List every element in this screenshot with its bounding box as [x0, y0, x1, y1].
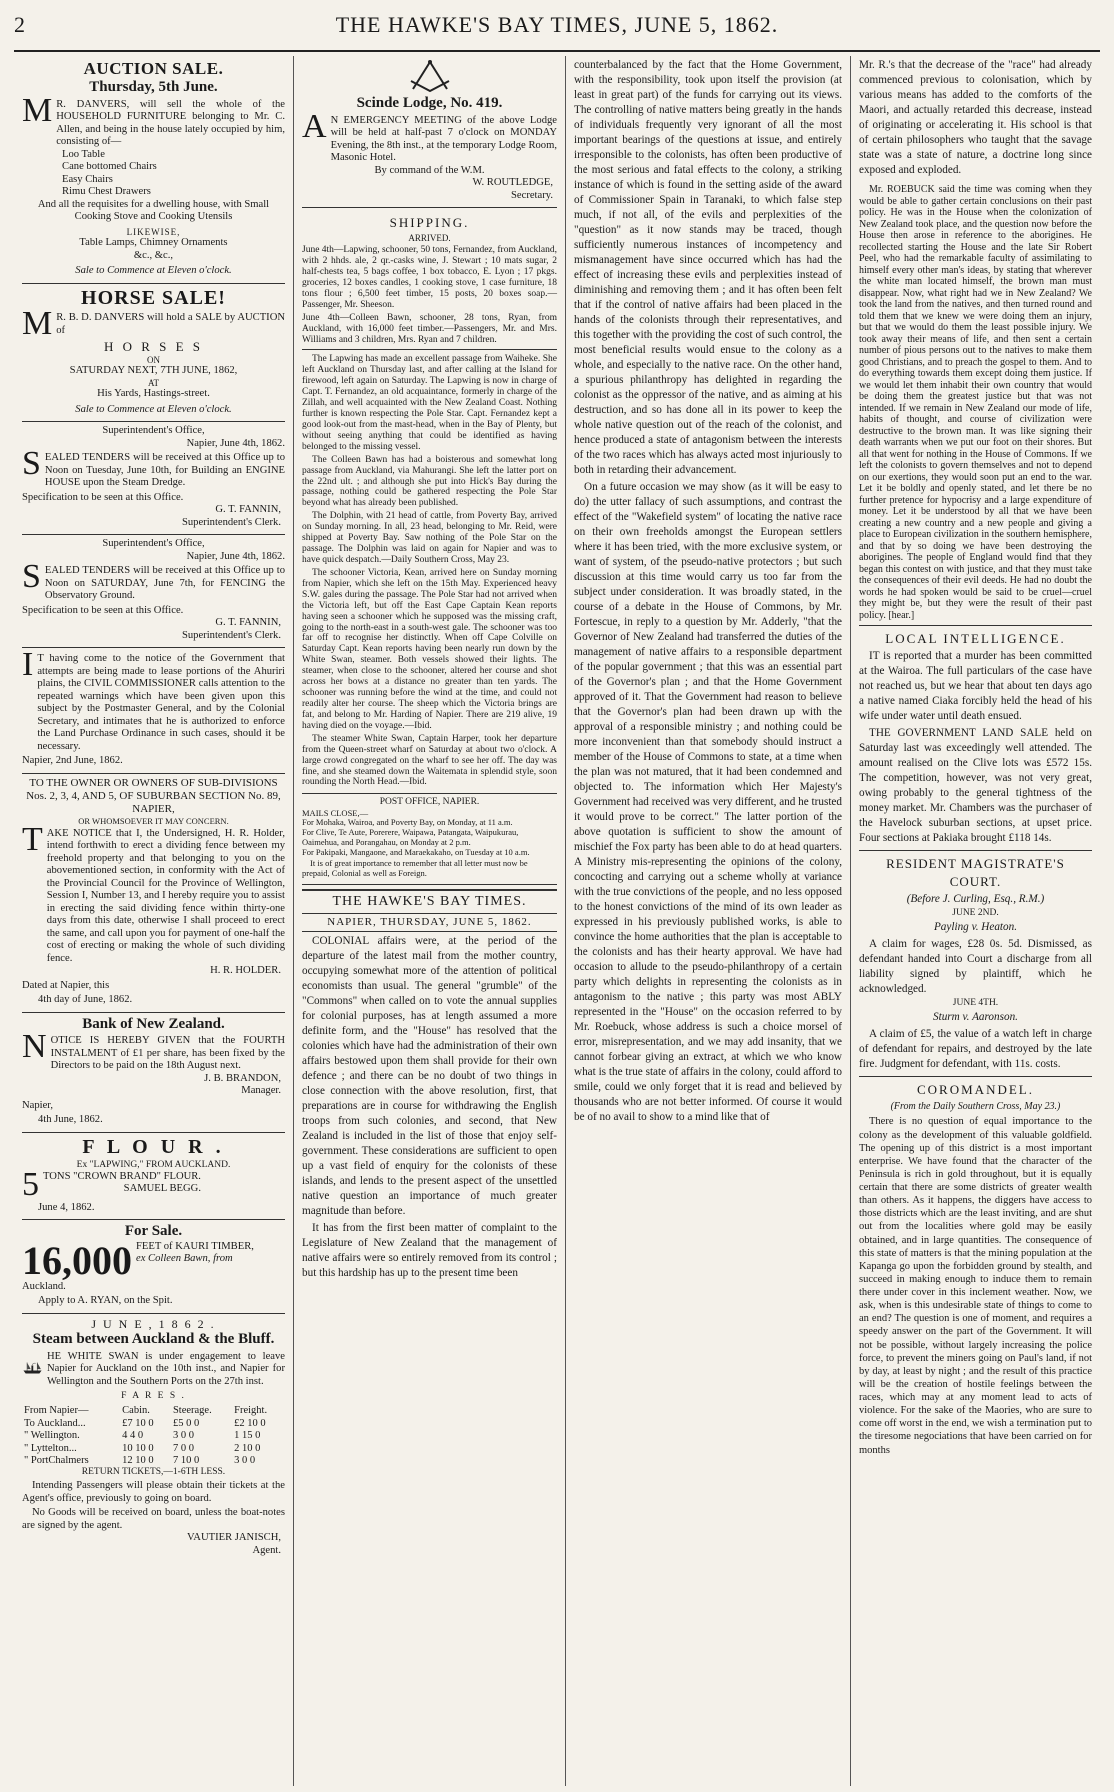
auction-extra: Table Lamps, Chimney Ornaments	[79, 237, 228, 249]
auction-commence: Sale to Commence at Eleven o'clock.	[75, 265, 232, 277]
auction-item: Loo Table	[62, 148, 105, 160]
fares-header-row: From Napier— Cabin. Steerage. Freight.	[24, 1405, 268, 1417]
columns	[14, 56, 1100, 1786]
holder-notice: TO THE OWNER OR OWNERS OF SUB-DIVISIONS Nos. 2, 3, 4, AND 5, OF SUBURBAN SECTION No. 89, NAPIER, OR WHOMSOEVER IT MAY CONCERN. T AKE NOTICE that I, the Undersigned, H. R. Holder, intend forthwith to erect a dividing fence between my freehold property and that belonging to you on the abovementioned section, in conformity with the Act of the Provincial Council for the Province of Wellington, Session I, Number 13, and I hereby require you to assist in erecting the said dividing fence within thirty-one days from this date, otherwise I shall proceed to erect the same, and call upon you for payment of one-half the cost of erecting or making the whole of such dividing fence. H. R. HOLDER. Dated at Napier, this 4th day of June, 1862.	[22, 774, 285, 1013]
bank-notice: Bank of New Zealand. N OTICE IS HEREBY GIVEN that the FOURTH INSTALMENT of £1 per share, has been fixed by the Directors to be paid on the 18th August next. J. B. BRANDON, Manager. Napier, 4th June, 1862.	[22, 1013, 285, 1133]
dropcap-s: S	[22, 445, 41, 483]
masthead	[14, 12, 1100, 52]
dropcap-m: M	[22, 305, 53, 343]
tender-engine-house: Superintendent's Office, Napier, June 4th, 1862. S EALED TENDERS will be received at this Office up to Noon on Tuesday, June 10th, for Building an ENGINE HOUSE upon the Steam Dredge. Specification to be seen at this Office. G. T. FANNIN, Superintendent's Clerk.	[22, 422, 285, 535]
auction-extra: &c., &c.,	[133, 249, 174, 261]
dropcap-t: T	[22, 820, 43, 858]
horse-horses: H O R S E S	[103, 339, 204, 355]
table-row: " Wellington. 4 4 0 3 0 0 1 15 0	[24, 1430, 261, 1442]
court-heading: RESIDENT MAGISTRATE'S COURT.	[886, 856, 1065, 889]
auction-requisites: And all the requisites for a dwelling house, with Small Cooking Stove and Cooking Utensils	[37, 198, 270, 223]
table-row: To Auckland... £7 10 0 £5 0 0 £2 10 0	[24, 1417, 266, 1429]
auction-sale-ad	[22, 56, 285, 284]
dropcap-i: I	[22, 646, 34, 684]
auction-heading: AUCTION SALE.	[83, 59, 224, 78]
horse-intro: R. B. D. DANVERS will hold a SALE by AUCTION of	[56, 312, 285, 336]
dropcap-m: M	[22, 91, 53, 129]
horse-commence: Sale to Commence at Eleven o'clock.	[75, 403, 232, 415]
auction-date: Thursday, 5th June.	[89, 79, 218, 96]
dropcap-n: N	[22, 1028, 47, 1066]
horse-heading: HORSE SALE!	[81, 286, 226, 309]
local-intelligence-heading: LOCAL INTELLIGENCE.	[885, 631, 1066, 646]
table-row: " PortChalmers 12 10 0 7 10 0 3 0 0	[24, 1454, 256, 1466]
newspaper-title: THE HAWKE'S BAY TIMES, JUNE 5, 1862.	[335, 12, 779, 37]
dropcap-s: S	[22, 558, 41, 596]
lodge-ad: Scinde Lodge, No. 419. A N EMERGENCY MEETING of the above Lodge will be held at half-past 7 o'clock on MONDAY Evening, the 8th inst., at the temporary Lodge Room, Masonic Hotel. By command of the W.M. W. ROUTLEDGE, Secretary.	[302, 56, 557, 208]
horse-place: His Yards, Hastings-street.	[97, 388, 210, 400]
column-4: Mr. R.'s that the decrease of the "race" had already commenced previous to colonisation, which by various means has added to the comforts of the Maori, and actually retarded this decrease, instead of originating or accelerating it. His school is that of certain philosophers who taught that the savage state was a state of nature, a doctrine long since exposed and exploded. Mr. ROEBUCK said the time was coming when they would be able to gather certain conclusions on their past policy. He was in the House when the colonization of New Zealand took place, and the question now before the House then arose in reference to the aborigines. He recollected starting the House and the late Sir Robert Peel, who had the remarkable faculty of assimilating to himself every other man's ideas, by stating that wherever the white man located himself, the brown man must disappear. Now, what right had we in New Zealand? We took the land from the natives, and then turned round and told them that we knew we were doing them an injury, but that we would do them the least possible injury. We took away their means of life, and then sent a certain number of pious persons out to the natives to make them good Christians, and to preach the gospel to them. And to do everything towards them except doing them justice. If we would let them inhabit their own country that would be doing them the greatest justice but that was not intended. If we remain in New Zealand our mode of life, habits of thought, and course of civilization were destructive to the brown man. It was like signing their death warrants when we put our foot on their shores. But all that went for nothing in the House of Commons. If we left the colonists to govern themselves and not to depend on our exertions, they would soon put an end to the war. Let it be boldly and openly stated, and let there be no further pretence for hypocrisy and a large expenditure of money. Let it be understood by all that we have been creating a new country and a new people and giving a place to European civilization in the southern hemisphere, and that by so doing we have been destroying the aborigines. The people of England would find that they began this contest on with justice, and that they must take the consequences of their evil deeds. He had no doubt the words he had spoken would be said to be cruel—cruel they might be, but they were the result of their past policy. [hear.] LOCAL INTELLIGENCE. IT is reported that a murder has been committed at the Wairoa. The full particulars of the case have not reached us, but we hear that about ten days ago a native named Ciaka forcibly held the head of his wife under water until death ensued. THE GOVERNMENT LAND SALE held on Saturday last was exceedingly well attended. The amount realised on the Clive lots was £572 15s. The competition, however, was not very great, owing probably to the general tightness of the money market. Mr. Chambers was the purchaser of the Havelock suburban sections, at upset price. Four sections at Pakiaka brought £118 14s. RESIDENT MAGISTRATE'S COURT. (Before J. Curling, Esq., R.M.) JUNE 2ND. Payling v. Heaton. A claim for wages, £28 0s. 5d. Dismissed, as defendant handed into Court a discharge from all liability signed by plaintiff, which he acknowledged. JUNE 4TH. Sturm v. Aaronson. A claim of £5, the value of a watch left in charge of defendant for repairs, and destroyed by the late fire. Judgment for defendant, with 11s. costs. COROMANDEL. (From the Daily Southern Cross, May 23.) There is no question of equal importance to the colony as the development of this valuable goldfield. The opening up of this district is a most important enterprise. We have found that the character of the Peninsula is rich in gold throughout, but it is equally certain that there are some districts of greater wealth than others. As it happens, the diggers have access to those districts which are the least inviting, and are shut out from the localities where gold may be easily obtained, and in large quantities. The consequence of this state of matters is that the mining population at the Kapanga go upon the forbidden ground by stealth, and succeed in making enough to induce them to remain there under cover in this inclement weather. Now, we ask, when is this undesirable state of things to come to an end? The question is one of moment, and requires a speedy answer on the part of the Government. It will not be possible, without largely increasing the police force, to prevent the miners going on Paul's land, if not by day, at least by night ; and the result of this practice will be the creation of hostile feelings between the races, which may at any moment lead to acts of violence. For the sake of the Maories, who are sure to come off worst in the end, we wish a termination put to the tiresome negociations that have been carried on for months	[859, 59, 1092, 1456]
auction-item: Easy Chairs	[62, 173, 113, 185]
auction-item: Rimu Chest Drawers	[62, 186, 151, 198]
editorial: THE HAWKE'S BAY TIMES. NAPIER, THURSDAY, JUNE 5, 1862. COLONIAL affairs were, at the period of the departure of the latest mail from the mother country, occupying somewhat more of the attention of political economists than usual. The general "grumble" of the "Commons" when called on to vote the annual supplies for colonial purposes, has at length assumed a more definite form, and the "House" has resolved that the colonies which have had the administration of their own affairs bestowed upon them shall provide for their own defence ; and there can be no doubt of two things in close connection with the above resolution, first, that preparations are in course for withdrawing the English troops from such colonies, and second, that New Zealand is included in the list of those that enjoy self-government. These considerations are sufficient to open up a vast field of enquiry for the colonists of these islands, and lends to the present aspect of the unsettled native question an importance of much greater magnitude than before. It has from the first been matter of complaint to the Legislature of New Zealand that the management of native affairs were so entirely removed from its control ; but this hardship has up to the present time been	[302, 889, 557, 1281]
fares-table	[22, 1405, 285, 1467]
auction-item: Cane bottomed Chairs	[62, 161, 157, 173]
editorial-continued: Mr. R.'s that the decrease of the "race" had already commenced previous to colonisation, which by various means has added to the comforts of the Maori, and actually retarded this decrease, instead of originating or accelerating it. His school is that of certain philosophers who taught that the savage state was a state of nature, a doctrine long since exposed and exploded.	[859, 59, 1092, 176]
column-1	[14, 56, 294, 1786]
dropcap-a: A	[302, 107, 327, 145]
flour-ad: F L O U R . Ex "LAPWING," FROM AUCKLAND. 5 TONS "CROWN BRAND" FLOUR. SAMUEL BEGG. June 4, 1862.	[22, 1133, 285, 1220]
editorial-dateline: NAPIER, THURSDAY, JUNE 5, 1862.	[302, 914, 557, 932]
editorial-continued: counterbalanced by the fact that the Home Government, with the responsibility, took upon itself the provision (at least in great part) of the funds for carrying out its views. The controlling of native matters being greatly in the hands of individuals frequently very ignorant of all the most important bearings of the questions at issue, and entirely irresponsible to the colonists, has often been productive of the most serious and fatal effects to the colony, a striking instance of which is found in the setting aside of the award of Commissioner Spain in Taranaki, to which false step much, if not all, of the evils and perplexities of the "question" as it now stands may be traced, though sufficiently numerous instances of incompetency and mismanagement have since occurred which has had the effect of increasing these evils and perplexities instead of diminishing and removing them ; and it has often been felt that if the control of native affairs had been placed in the hands of the colonists through their representatives, and this together with the providing the cost of such control, the most beneficial results would ensue to the colony as a whole, and especially to the native race. On the other hand, a spurious philanthropy has delighted in regarding the colonist as the oppressor of the native, and as aiming at his destruction, and so has done all in its power to keep the whole native question out of the reach of the colonist, and hence produced a state of antagonism between the interests of the two races which has always acted most injuriously to both in retarding their advancement.	[574, 59, 842, 476]
column-2	[294, 56, 566, 1786]
page-number: 2	[14, 12, 25, 37]
editorial-title: THE HAWKE'S BAY TIMES.	[302, 889, 557, 915]
post-office-notice: POST OFFICE, NAPIER. MAILS CLOSE,— For Mohaka, Wairoa, and Poverty Bay, on Monday, at 11 a.m. For Clive, Te Aute, Porerere, Waipawa, Patangata, Waipukurau, Oaimehua, and Porangahau, on Monday at 2 p.m. For Pakipaki, Mangaone, and Maraekakaho, on Tuesday at 10 a.m. It is of great importance to remember that all letter must now be prepaid, Colonial as well as Foreign.	[302, 794, 557, 885]
auction-likewise: LIKEWISE,	[126, 226, 181, 237]
column-3	[566, 56, 851, 1786]
horse-sale-ad: HORSE SALE! M R. B. D. DANVERS will hold a SALE by AUCTION of H O R S E S ON SATURDAY NEXT, 7TH JUNE, 1862, AT His Yards, Hastings-street. Sale to Commence at Eleven o'clock.	[22, 284, 285, 423]
tender-fencing: Superintendent's Office, Napier, June 4th, 1862. S EALED TENDERS will be received at this Office up to Noon on SATURDAY, June 7th, for FENCING the Observatory Ground. Specification to be seen at this Office. G. T. FANNIN, Superintendent's Clerk.	[22, 535, 285, 648]
table-row: " Lyttelton... 10 10 0 7 0 0 2 10 0	[24, 1442, 261, 1454]
timber-sale-ad: For Sale. 16,000 FEET of KAURI TIMBER, ex Colleen Bawn, from Auckland. Apply to A. RYAN, on the Spit.	[22, 1220, 285, 1314]
masonic-square-compass-icon	[405, 59, 455, 93]
shipping-section: SHIPPING. ARRIVED. June 4th—Lapwing, schooner, 50 tons, Fernandez, from Auckland, with 2 hhds. ale, 2 qr.-casks wine, J. Stewart ; 10 mats sugar, 2 half-chests tea, 5 bags coffee, 1 box tobacco, E. Lyon ; 17 pkgs. groceries, 12 boxes candles, 1 cooking stove, 1 case furniture, 18 tons flour ; 6,500 feet timber, 15 posts, 20 boxes soap.—Passenger, Mr. Sheeson. June 4th—Colleen Bawn, schooner, 28 tons, Ryan, from Auckland, with 16,000 feet timber.—Passengers, Mr. and Mrs. Williams and 3 children, Mrs. Ryan and 7 children. The Lapwing has made an excellent passage from Waiheke. She left Auckland on Thursday last, and after calling at the Island for firewood, left again on Saturday. The Lapwing is now in charge of Capt. T. Fernandez, an old acquaintance, formerly in charge of the Zillah, and well acquainted with the New Zealand Coast. Nothing further is known respecting the Pole Star. Capt. Fernandez kept a good look-out from the mast-head, when in the Bay of Plenty, but without seeing anything that could be identified as having belonged to the missing vessel. The Colleen Bawn has had a boisterous and somewhat long passage from Auckland, via Mahurangi. She left the latter port on the 22nd ult. ; and although she put into Hick's Bay during the passage, nothing could be gathered respecting the Pole Star beyond what has already been published. The Dolphin, with 21 head of cattle, from Poverty Bay, arrived on Sunday morning. In all, 23 head, belonging to Mr. Reid, were shipped at Poverty Bay. Saw nothing of the Pole Star on the passage. The Dolphin was laid on again for Napier and was to have quick despatch.—Daily Southern Cross, May 23. The schooner Victoria, Kean, arrived here on Sunday morning from Napier, which she left on the 15th May. Experienced heavy S.W. gales during the passage. The Pole Star had not arrived when the Victoria left, but off the East Cape Captain Kean reports having seen a schooner which he supposed was the missing craft, going to the north-east in a south-west gale. The schooner was too far off to recognise her distinctly. When off Cape Colville on Saturday Capt. Kean reports having been nearly run down by the White Swan, steamer. Both vessels showed their lights. The steamer, when close to the schooner, altered her course and shot across her bows at a distance no greater than ten yards. The schooner was running before the wind at the time, and could not readily alter her course. The sheep which the Victoria brings are fat, and belong to Mr. Harding of Napier. There are 219 alive, 19 having died on the voyage.—Ibid. The steamer White Swan, Captain Harper, took her departure from the Queen-street wharf on Saturday at about two o'clock. A large crowd congregated on the wharf to see her off. The day was fine, and she steamed down the Waitemata in splendid style, soon rounding the North Head.—Ibid.	[302, 208, 557, 794]
editorial-continued: On a future occasion we may show (as it will be easy to do) the utter fallacy of such assumptions, and contrast the effect of the "Wakefield system" of locating the native race on their own freeholds amongst the European settlers where it has been tried, with the more exclusive system, or want of system, of the pseudo-native protectors ; but such discussion at this time would carry us too far from the subject under consideration. It was broadly stated, in the course of a debate in the House of Commons, by Mr. Fortescue, in reply to a question by Mr. Adderly, "that the Governor of New Zealand had transferred the duties of the management of native affairs to a responsible department of the popular government ; that this was an essential part of the Governor's plan ; and that the Home Government approved of it. That the Government had reason to believe that the Governor's plan had been drawn up with the approval of a responsible ministry ; and nothing could be more inconvenient than that somebody should instruct a member of the House of Commons to state, at a time when the plan was not matured, that it had been condemned and objected to. The information which Her Majesty's Government had received was very different, and he trusted it would prove to be correct." The latter portion of the above quotation is sufficient to show the amount of mischief the Fox party has been able to do at head quarters. A Ministry mis-representing the opinions of the colony, concocting and carrying out a scheme wholly at variance with the true convictions of the people, and no less opposed to the honest convictions of the mind of its own leader as expressed in his previously published works, is able to convince the home authorities that the plan is acceptable to the colonists and has their hearty approval. We have had occasion to allude to the pseudo-philanthropy of a certain party which delights in representing the colonists as in antagonism to the native ; this party was most ABLY represented in the "House" on the occasion referred to by Mr. Roebuck, whose address is such a choice morsel of error, misrepresentation, and we may add insanity, that we cannot forbear giving an extract, at which we who know what is the true state of affairs in the colony, could afford to smile, could we only forget that it is read and believed by thousands who are not better informed. Of course it would be of no avail to show to a mind like that of	[574, 481, 842, 1123]
horse-date: SATURDAY NEXT, 7TH JUNE, 1862,	[69, 365, 238, 377]
steam-ad: J U N E , 1 8 6 2 . Steam between Auckland & the Bluff. HE WHITE SWAN is under engagement to leave Napier for Auckland on the 10th inst., and Napier for Wellington and the Southern Ports on the 27th inst. F A R E S . From Napier— Cabin. Steerage. Freight. To Auckland... £7 10 0 £5 0 0 £2 10 0 " Wellington. 4 4 0 3 0 0 1 15 0 " Lyttelton... 10 10 0 7 0 0 2 10 0 " PortChalmers 12 10 0 7 10 0 3 0 0 RETURN TICKETS,—1-6TH LESS. Intending Passengers will please obtain their tickets at the Agent's office, previously to going on board. No Goods will be received on board, unless the boat-notes are signed by the agent. VAUTIER JANISCH, Agent.	[22, 1316, 285, 1556]
government-notice: I T having come to the notice of the Government that attempts are being made to lease portions of the Ahuriri plains, the CIVIL COMMISSIONER calls attention to the repeated warnings which have been given upon this subject by the Postmaster General, and by the Colonial Secretary, and intimates that he is authorized to enforce the Land Purchase Ordinance in such cases, should it be necessary. Napier, 2nd June, 1862.	[22, 648, 285, 774]
auction-intro: R. DANVERS, will sell the whole of the HOUSEHOLD FURNITURE belonging to Mr. C. Allen, and being in the house lately occupied by him, consisting of—	[56, 98, 285, 148]
steamship-icon	[22, 1349, 43, 1387]
coromandel-heading: COROMANDEL.	[917, 1081, 1034, 1097]
roebuck-extract: Mr. ROEBUCK said the time was coming when they would be able to gather certain conclusions on their past policy. He was in the House when the colonization of New Zealand took place, and the question now before the House then arose in reference to the aborigines. He recollected starting the House and the late Sir Robert Peel, who had the remarkable faculty of assimilating to himself every other man's ideas, by stating that wherever the white man located himself, the brown man must disappear. Now, what right had we in New Zealand? We took the land from the natives, and then turned round and told them that we knew we were doing them an injury, but that we would do them the least possible injury. We took away their means of life, and then sent a certain number of pious persons out to the natives to make them good Christians, and to preach the gospel to them. And to do everything towards them except doing them justice. If we would let them inhabit their own country that would be doing them the greatest justice but that was not intended. If we remain in New Zealand our mode of life, habits of thought, and course of civilization were destructive to the brown man. It was like signing their death warrants when we put our foot on their shores. But all that went for nothing in the House of Commons. If we left the colonists to govern themselves and not to depend on our exertions, they would soon put an end to the war. Let it be boldly and openly stated, and let there be no further pretence for hypocrisy and a large expenditure of money. Let it be understood by all that we have been creating a new country and a new people and giving a place to European civilization in the southern hemisphere, and that by so doing we have been destroying the aborigines. The people of England would find that they began this contest on with justice, and that they must take the consequences of their evil deeds. He had no doubt the words he had spoken would be said to be cruel—cruel they might be, but they were the result of their past policy. [hear.]	[859, 184, 1092, 621]
